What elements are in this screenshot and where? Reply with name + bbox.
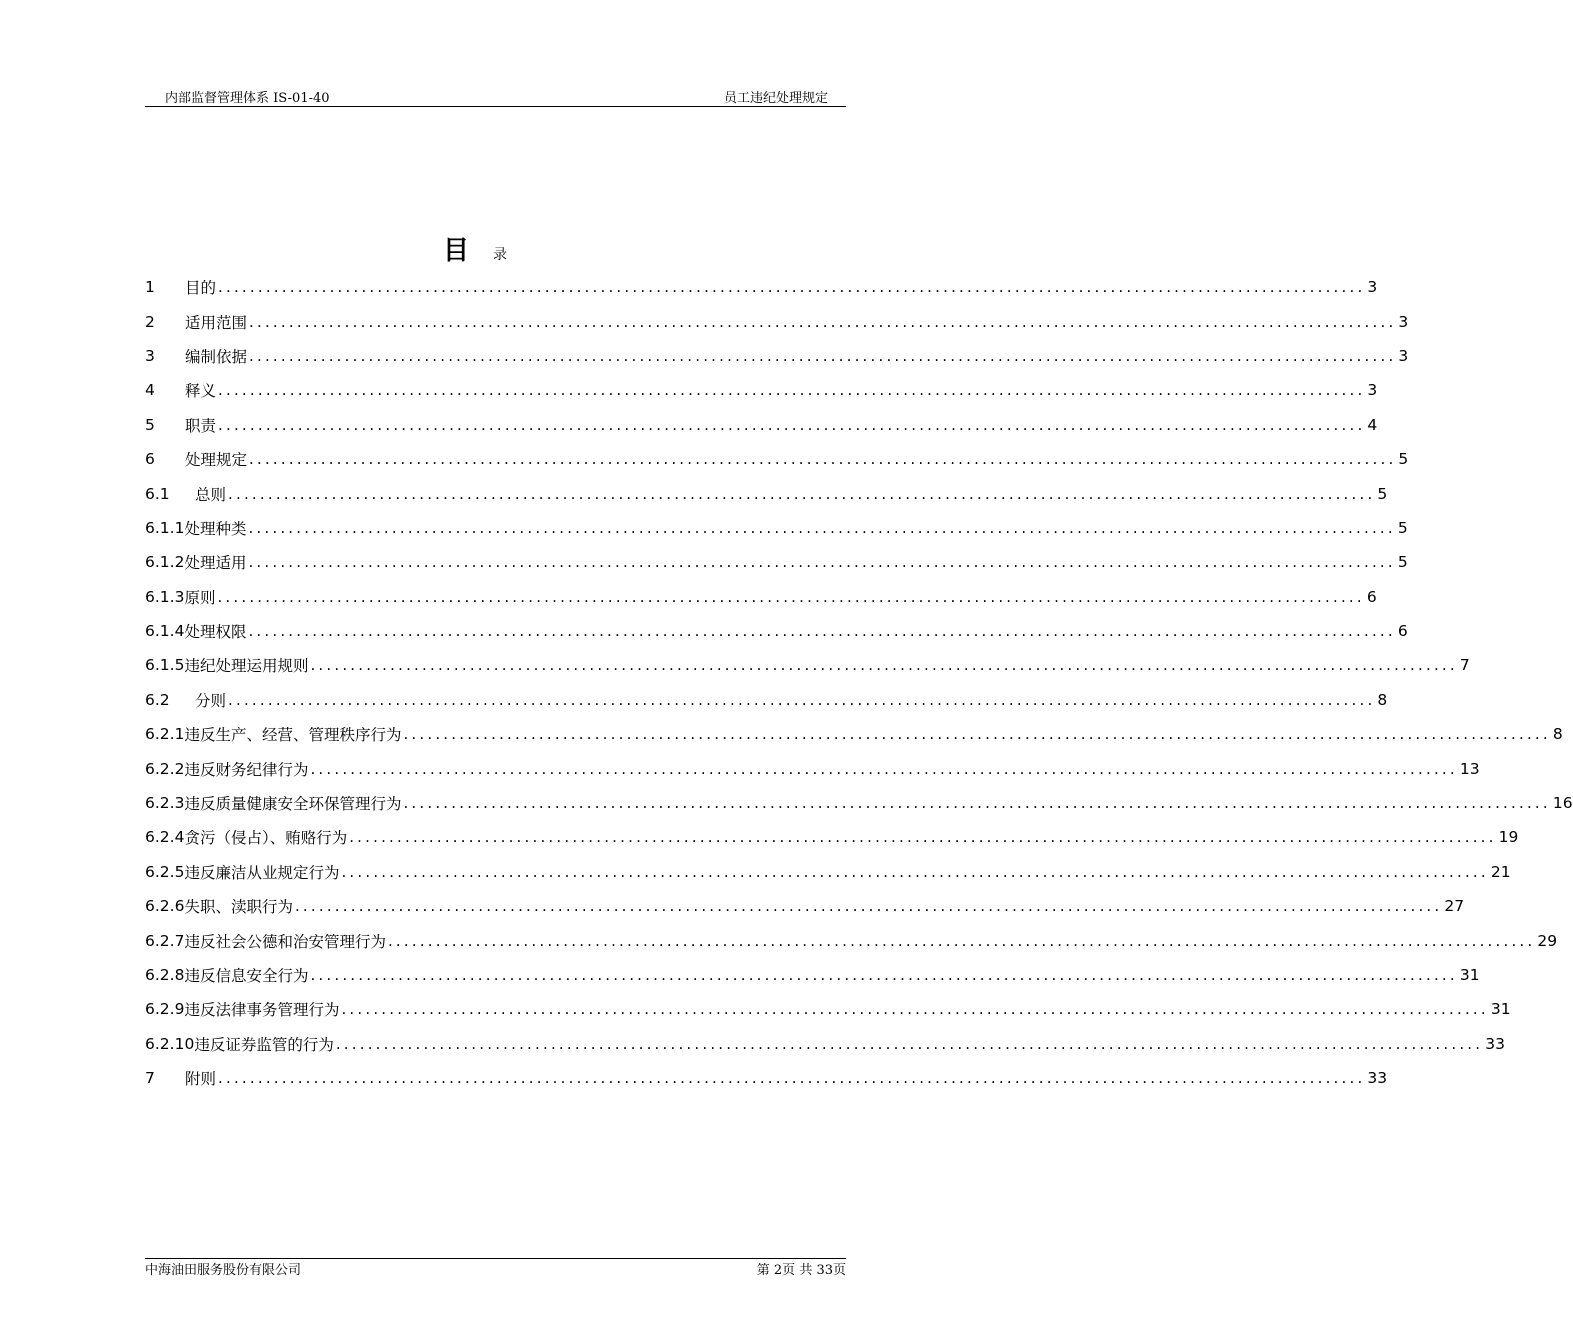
toc-entry-label: 处理种类 xyxy=(184,519,247,538)
toc-entry-page: 8 xyxy=(1552,725,1563,744)
toc-dot-leader: ................................................................................................................................................ xyxy=(387,931,1536,950)
toc-entry[interactable] xyxy=(145,1061,1388,1095)
toc-dot-leader: ................................................................................................................................................ xyxy=(341,862,1489,881)
toc-entry-number: 2 xyxy=(145,312,155,331)
toc-entry[interactable] xyxy=(145,511,1408,545)
toc-entry-number: 6.1.3 xyxy=(145,587,185,606)
toc-entry[interactable] xyxy=(145,923,1558,957)
toc-entry-number: 7 xyxy=(145,1069,155,1088)
toc-entry-number: 1 xyxy=(145,278,155,297)
page-header xyxy=(145,90,846,107)
toc-dot-leader: ................................................................................................................................................ xyxy=(335,1034,1484,1053)
table-of-contents xyxy=(145,270,1573,1095)
toc-entry-label: 失职、渎职行为 xyxy=(184,898,293,917)
toc-entry[interactable] xyxy=(145,476,1388,510)
toc-entry-label: 违反信息安全行为 xyxy=(184,967,309,985)
toc-entry-label: 总则 xyxy=(195,485,227,504)
toc-entry-label: 违反廉洁从业规定行为 xyxy=(184,863,340,882)
toc-entry-number: 6.2.7 xyxy=(145,931,185,950)
toc-entry[interactable] xyxy=(145,373,1378,407)
toc-entry-number: 6.1.5 xyxy=(145,656,185,675)
toc-entry-page: 3 xyxy=(1398,346,1409,365)
toc-dot-leader: ................................................................................................................................................ xyxy=(294,897,1443,916)
toc-entry-number: 3 xyxy=(145,346,155,365)
toc-dot-leader: ................................................................................................................................................ xyxy=(349,828,1497,847)
toc-entry-label: 处理权限 xyxy=(184,623,247,642)
toc-entry-page: 33 xyxy=(1485,1034,1505,1053)
toc-entry[interactable] xyxy=(145,1027,1505,1061)
toc-entry[interactable] xyxy=(145,648,1470,682)
toc-entry-label: 违反质量健康安全环保管理行为 xyxy=(184,795,402,814)
footer-company-name: 中海油田服务股份有限公司 xyxy=(145,1263,302,1278)
toc-entry-number: 6 xyxy=(145,450,155,469)
toc-entry-label: 释义 xyxy=(185,382,217,401)
toc-entry-page: 19 xyxy=(1498,828,1519,847)
toc-entry-number: 6.1.4 xyxy=(145,622,185,641)
toc-entry-page: 13 xyxy=(1459,759,1480,778)
toc-entry-label: 适用范围 xyxy=(185,313,248,332)
toc-entry-number: 6.2.1 xyxy=(145,725,185,744)
toc-dot-leader: ................................................................................................................................................ xyxy=(310,656,1458,675)
toc-entry[interactable] xyxy=(145,958,1480,992)
toc-entry-label: 处理规定 xyxy=(185,451,248,470)
toc-dot-leader: ................................................................................................................................................ xyxy=(218,415,1366,434)
toc-entry-page: 33 xyxy=(1367,1069,1388,1088)
toc-entry[interactable] xyxy=(145,683,1388,717)
toc-entry-number: 6.1.1 xyxy=(145,518,185,537)
toc-entry[interactable] xyxy=(145,545,1408,579)
toc-entry[interactable] xyxy=(145,786,1573,820)
toc-entry[interactable] xyxy=(145,304,1409,338)
toc-entry-number: 6.2.9 xyxy=(145,1000,185,1019)
toc-entry[interactable] xyxy=(145,889,1465,923)
toc-title xyxy=(0,230,950,267)
toc-entry-label: 违纪处理运用规则 xyxy=(184,657,309,676)
toc-entry-number: 6.1.2 xyxy=(145,553,185,572)
toc-dot-leader: ................................................................................................................................................ xyxy=(249,312,1397,331)
toc-entry[interactable] xyxy=(145,408,1378,442)
toc-dot-leader: ................................................................................................................................................ xyxy=(310,966,1458,984)
toc-entry-number: 6.2.2 xyxy=(145,759,185,778)
toc-entry-label: 目的 xyxy=(185,279,217,298)
toc-entry-page: 31 xyxy=(1459,966,1480,984)
toc-entry-label: 违反生产、经营、管理秩序行为 xyxy=(184,726,402,745)
toc-entry[interactable] xyxy=(145,442,1409,476)
toc-entry[interactable] xyxy=(145,614,1408,648)
toc-entry-page: 16 xyxy=(1552,794,1573,813)
toc-entry[interactable] xyxy=(145,717,1563,751)
toc-entry-number: 6.2.6 xyxy=(145,897,185,916)
toc-entry-label: 编制依据 xyxy=(185,347,248,366)
toc-entry-page: 5 xyxy=(1397,553,1408,572)
toc-entry[interactable] xyxy=(145,580,1377,614)
toc-dot-leader: ................................................................................................................................................ xyxy=(249,346,1397,365)
toc-entry-number: 6.2.5 xyxy=(145,862,185,881)
toc-entry-label: 违反法律事务管理行为 xyxy=(184,1001,340,1020)
toc-dot-leader: ................................................................................................................................................ xyxy=(248,553,1396,572)
footer-page-number: 第 2页 共 33页 xyxy=(756,1263,846,1278)
toc-dot-leader: ................................................................................................................................................ xyxy=(218,381,1366,400)
footer-divider xyxy=(145,1258,846,1259)
toc-entry-page: 5 xyxy=(1377,484,1388,503)
toc-entry[interactable] xyxy=(145,820,1519,854)
toc-dot-leader: ................................................................................................................................................ xyxy=(310,759,1458,778)
toc-entry-page: 4 xyxy=(1367,415,1378,434)
page-footer xyxy=(145,1262,846,1280)
toc-entry-page: 5 xyxy=(1398,450,1409,469)
toc-entry-number: 6.2.4 xyxy=(145,828,185,847)
toc-entry-number: 6.2.3 xyxy=(145,794,185,813)
toc-entry-label: 职责 xyxy=(185,416,217,435)
toc-entry-label: 贪污（侵占）、贿赂行为 xyxy=(184,829,348,848)
toc-entry[interactable] xyxy=(145,855,1511,889)
toc-entry-page: 3 xyxy=(1398,312,1409,331)
header-document-title: 员工违纪处理规定 xyxy=(723,91,828,106)
toc-entry-label: 原则 xyxy=(184,588,216,607)
toc-entry-number: 5 xyxy=(145,415,155,434)
header-divider xyxy=(145,106,846,107)
toc-entry-number: 6.2 xyxy=(145,690,170,709)
toc-entry[interactable] xyxy=(145,270,1378,304)
toc-dot-leader: ................................................................................................................................................ xyxy=(218,1069,1366,1088)
toc-entry-page: 27 xyxy=(1444,897,1465,916)
toc-entry-number: 6.1 xyxy=(145,484,170,503)
toc-title-main: 目 xyxy=(442,236,469,266)
toc-entry-page: 5 xyxy=(1397,518,1408,537)
header-system-code: 内部监督管理体系 IS-01-40 xyxy=(165,91,330,106)
toc-entry-number: 6.2.10 xyxy=(145,1034,195,1053)
toc-dot-leader: ................................................................................................................................................ xyxy=(248,622,1396,641)
toc-dot-leader: ................................................................................................................................................ xyxy=(248,518,1396,537)
toc-entry-label: 处理适用 xyxy=(184,554,247,573)
toc-entry-page: 7 xyxy=(1459,656,1470,675)
toc-dot-leader: ................................................................................................................................................ xyxy=(249,450,1397,469)
toc-entry-page: 6 xyxy=(1397,622,1408,641)
toc-entry-label: 分则 xyxy=(195,691,227,710)
toc-entry[interactable] xyxy=(145,339,1409,373)
toc-entry-label: 违反社会公德和治安管理行为 xyxy=(184,932,386,951)
toc-entry[interactable] xyxy=(145,992,1511,1026)
toc-dot-leader: ................................................................................................................................................ xyxy=(228,484,1376,503)
toc-entry-page: 31 xyxy=(1490,1000,1511,1019)
toc-entry-page: 29 xyxy=(1537,931,1558,950)
toc-dot-leader: ................................................................................................................................................ xyxy=(228,690,1376,709)
toc-entry-number: 4 xyxy=(145,381,155,400)
toc-dot-leader: ................................................................................................................................................ xyxy=(217,587,1365,606)
toc-entry-page: 3 xyxy=(1367,278,1378,297)
toc-entry-label: 违反证券监管的行为 xyxy=(194,1035,334,1054)
toc-entry-label: 违反财务纪律行为 xyxy=(184,760,309,779)
toc-dot-leader: ................................................................................................................................................ xyxy=(218,278,1366,297)
toc-entry-page: 3 xyxy=(1367,381,1378,400)
toc-entry-label: 附则 xyxy=(185,1070,217,1089)
toc-entry-page: 8 xyxy=(1377,690,1388,709)
toc-entry[interactable] xyxy=(145,751,1480,785)
toc-dot-leader: ................................................................................................................................................ xyxy=(403,794,1551,813)
toc-title-secondary: 录 xyxy=(493,247,507,263)
toc-entry-page: 6 xyxy=(1366,587,1377,606)
toc-dot-leader: ................................................................................................................................................ xyxy=(341,1000,1489,1019)
toc-entry-number: 6.2.8 xyxy=(145,966,185,984)
toc-dot-leader: ................................................................................................................................................ xyxy=(403,725,1551,744)
toc-entry-page: 21 xyxy=(1490,862,1511,881)
